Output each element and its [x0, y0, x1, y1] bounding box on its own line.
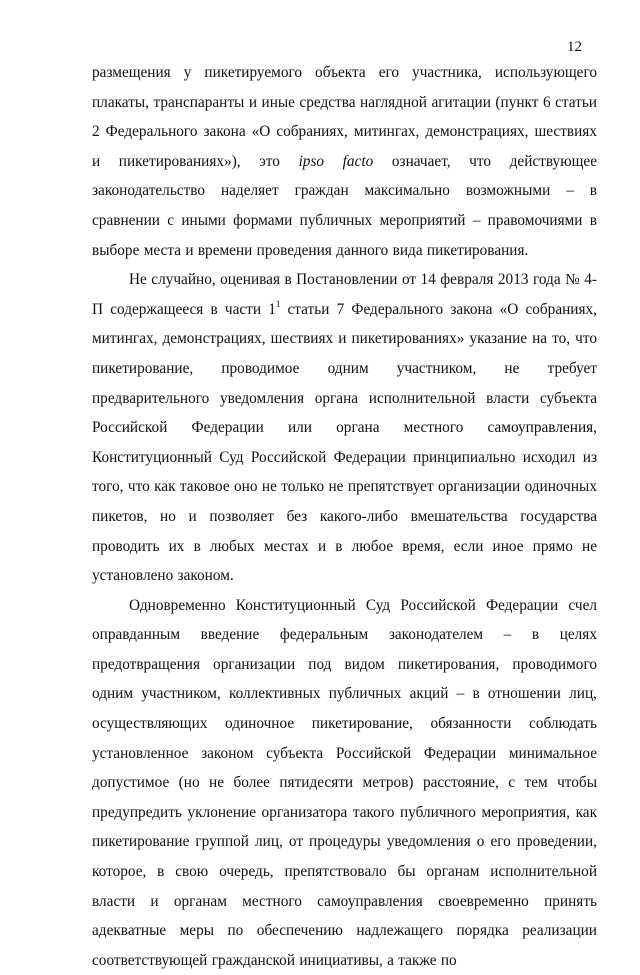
page-number: 12	[567, 39, 582, 55]
paragraph-text: означает, что действующее законодательство наделяет граждан максимально возможными – в сравнении с иными формами публичных мероприятий – правомочиями в выборе места и времени проведения данного вида пикетирования.	[92, 152, 597, 259]
latin-phrase: ipso facto	[298, 152, 374, 170]
paragraph	[92, 591, 597, 975]
paragraph-continuation	[92, 58, 597, 265]
paragraph-text: Не случайно, оценивая в Постановлении от 14 февраля 2013 года № 4-П содержащееся в части 1	[92, 271, 597, 318]
superscript: 1	[275, 298, 281, 309]
paragraph	[92, 265, 597, 591]
paragraph-text: Одновременно Конституционный Суд Российской Федерации счел оправданным введение федеральным законодателем – в целях предотвращения организации под видом пикетирования, проводимого одним участником, коллективных публичных акций – в отношении лиц, осуществляющих одиночное пикетирование, обязанности соблюдать установленное законом субъекта Российской Федерации минимальное допустимое (но не более пятидесяти метров) расстояние, с тем чтобы предупредить уклонение организатора такого публичного мероприятия, как пикетирование группой лиц, от процедуры уведомления о его проведении, которое, в свою очередь, препятствовало бы органам исполнительной власти и органам местного самоуправления своевременно принять адекватные меры по обеспечению надлежащего порядка реализации соответствующей гражданской инициативы, а также по	[92, 596, 597, 969]
document-body	[92, 58, 597, 975]
paragraph-text: статьи 7 Федерального закона «О собраниях, митингах, демонстрациях, шествиях и пикетированиях» указание на то, что пикетирование, проводимое одним участником, не требует предварительного уведомления органа исполнительной власти субъекта Российской Федерации или органа местного самоуправления, Конституционный Суд Российской Федерации принципиально исходил из того, что как таковое оно не только не препятствует организации одиночных пикетов, но и позволяет без какого-либо вмешательства государства проводить их в любых местах и в любое время, если иное прямо не установлено законом.	[92, 300, 597, 585]
paragraph-text: размещения у пикетируемого объекта его участника, использующего плакаты, транспаранты и иные средства наглядной агитации (пункт 6 статьи 2 Федерального закона «О собраниях, митингах, демонстрациях, шествиях и пикетированиях»), это	[92, 64, 597, 170]
